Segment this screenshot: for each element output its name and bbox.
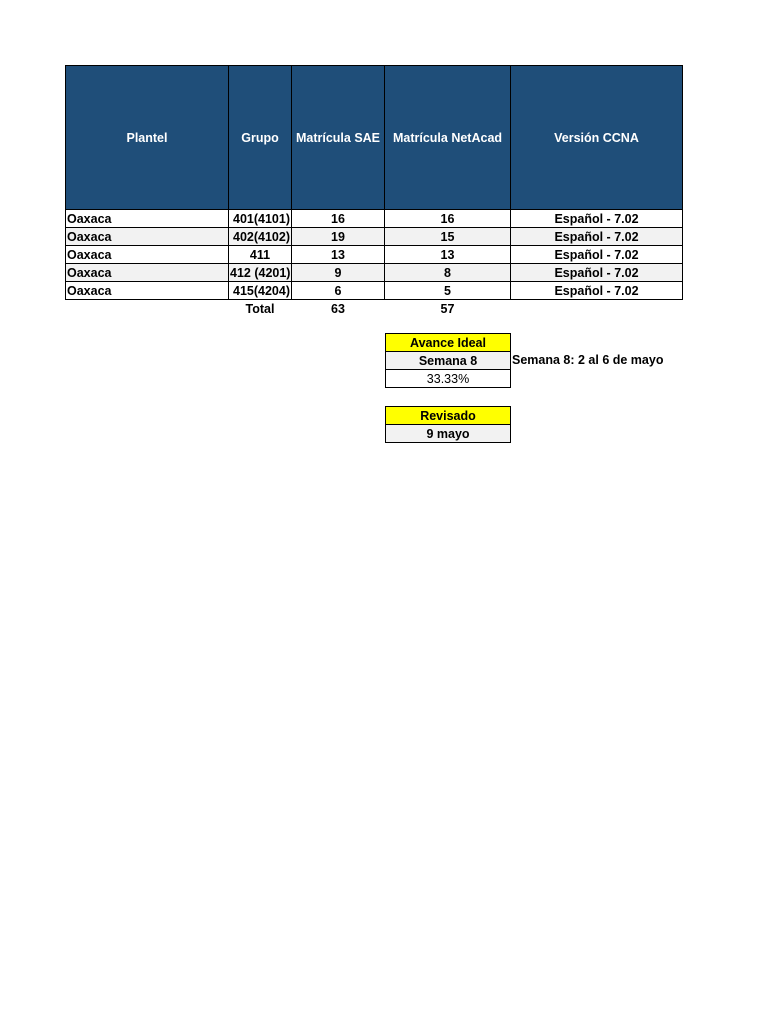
cell-version: Español - 7.02 [511, 210, 683, 228]
avance-percent: 33.33% [386, 370, 511, 388]
cell-version: Español - 7.02 [511, 264, 683, 282]
cell-grupo: 402(4102) [229, 228, 292, 246]
cell-grupo: 411 [229, 246, 292, 264]
cell-sae: 6 [292, 282, 385, 300]
cell-netacad: 5 [385, 282, 511, 300]
total-netacad: 57 [385, 300, 511, 318]
table-row [66, 210, 683, 228]
cell-plantel: Oaxaca [66, 282, 229, 300]
header-matricula-sae: Matrícula SAE [292, 66, 385, 210]
cell-grupo: 412 (4201) [230, 265, 291, 280]
avance-week: Semana 8 [386, 352, 511, 370]
revisado-title: Revisado [386, 407, 511, 425]
cell-version: Español - 7.02 [511, 282, 683, 300]
total-sae: 63 [292, 300, 385, 318]
cell-sae: 16 [292, 210, 385, 228]
total-row [66, 300, 683, 318]
cell-sae: 9 [292, 264, 385, 282]
table-row [66, 264, 683, 282]
week-note: Semana 8: 2 al 6 de mayo [512, 353, 664, 367]
table-row [66, 282, 683, 300]
cell-plantel: Oaxaca [66, 264, 229, 282]
total-empty [66, 300, 229, 318]
table-row [66, 228, 683, 246]
table-row [66, 246, 683, 264]
avance-ideal-title: Avance Ideal [386, 334, 511, 352]
header-grupo: Grupo [229, 66, 292, 210]
cell-plantel: Oaxaca [66, 210, 229, 228]
avance-ideal-box [385, 333, 511, 388]
cell-version: Español - 7.02 [511, 246, 683, 264]
cell-netacad: 13 [385, 246, 511, 264]
revisado-box [385, 406, 511, 443]
cell-plantel: Oaxaca [66, 246, 229, 264]
header-row [66, 66, 683, 210]
cell-grupo: 415(4204) [229, 282, 292, 300]
cell-version: Español - 7.02 [511, 228, 683, 246]
cell-sae: 13 [292, 246, 385, 264]
cell-sae: 19 [292, 228, 385, 246]
cell-netacad: 16 [385, 210, 511, 228]
cell-netacad: 8 [385, 264, 511, 282]
cell-netacad: 15 [385, 228, 511, 246]
header-plantel: Plantel [66, 66, 229, 210]
header-version-ccna: Versión CCNA [511, 66, 683, 210]
total-label: Total [229, 300, 292, 318]
header-matricula-netacad: Matrícula NetAcad [385, 66, 511, 210]
cell-plantel: Oaxaca [66, 228, 229, 246]
total-empty-2 [511, 300, 683, 318]
enrollment-table [65, 65, 683, 317]
cell-grupo: 401(4101) [229, 210, 292, 228]
revisado-date: 9 mayo [386, 425, 511, 443]
